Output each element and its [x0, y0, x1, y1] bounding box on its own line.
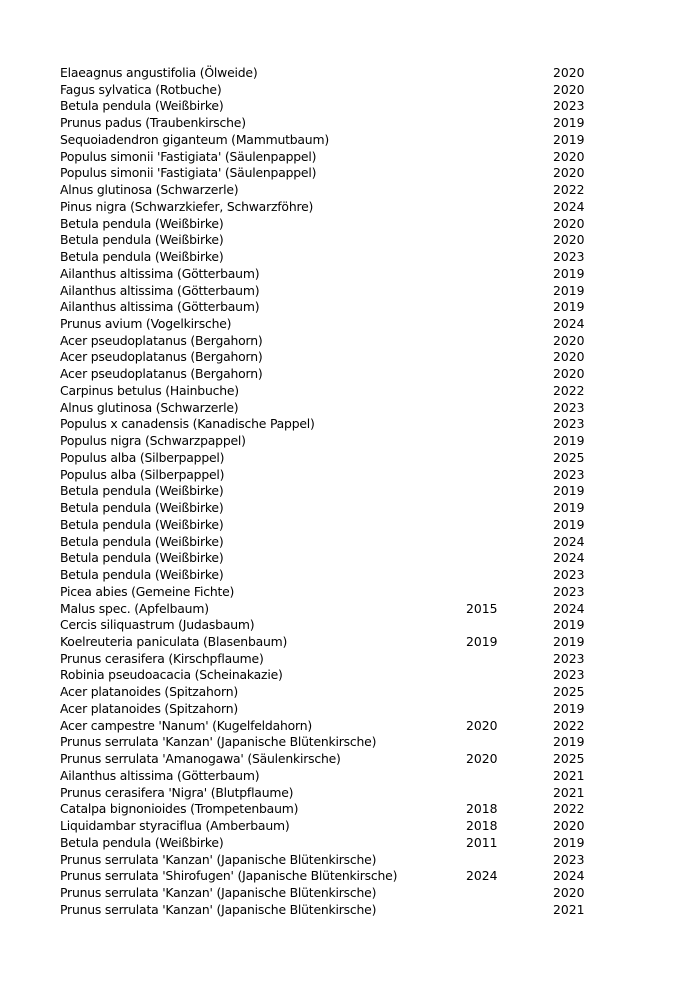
table-row	[60, 584, 590, 601]
tree-species-name: Populus simonii 'Fastigiata' (Säulenpappel)	[60, 148, 317, 164]
tree-species-name: Fagus sylvatica (Rotbuche)	[60, 81, 222, 97]
record-year: 2020	[553, 349, 585, 365]
tree-species-name: Betula pendula (Weißbirke)	[60, 500, 224, 516]
tree-species-name: Alnus glutinosa (Schwarzerle)	[60, 182, 239, 198]
table-row	[60, 467, 590, 484]
table-row	[60, 216, 590, 233]
planting-year: 2018	[466, 801, 498, 817]
record-year: 2019	[553, 265, 585, 281]
table-row	[60, 751, 590, 768]
record-year: 2019	[553, 633, 585, 649]
record-year: 2019	[553, 115, 585, 131]
record-year: 2020	[553, 215, 585, 231]
table-row	[60, 333, 590, 350]
table-row	[60, 316, 590, 333]
tree-species-name: Carpinus betulus (Hainbuche)	[60, 382, 239, 398]
table-row	[60, 517, 590, 534]
planting-year: 2018	[466, 818, 498, 834]
tree-species-name: Acer pseudoplatanus (Bergahorn)	[60, 332, 263, 348]
table-row	[60, 868, 590, 885]
tree-species-name: Catalpa bignonioides (Trompetenbaum)	[60, 801, 299, 817]
table-row	[60, 785, 590, 802]
record-year: 2025	[553, 684, 585, 700]
record-year: 2023	[553, 249, 585, 265]
table-row	[60, 567, 590, 584]
record-year: 2022	[553, 717, 585, 733]
table-row	[60, 534, 590, 551]
table-row	[60, 299, 590, 316]
tree-species-name: Prunus avium (Vogelkirsche)	[60, 316, 232, 332]
tree-species-name: Prunus serrulata 'Kanzan' (Japanische Blütenkirsche)	[60, 884, 377, 900]
table-row	[60, 885, 590, 902]
tree-list	[60, 65, 590, 918]
tree-species-name: Prunus padus (Traubenkirsche)	[60, 115, 246, 131]
record-year: 2020	[553, 148, 585, 164]
table-row	[60, 667, 590, 684]
tree-species-name: Koelreuteria paniculata (Blasenbaum)	[60, 633, 288, 649]
tree-species-name: Prunus serrulata 'Amanogawa' (Säulenkirsche)	[60, 751, 341, 767]
table-row	[60, 400, 590, 417]
tree-species-name: Acer platanoides (Spitzahorn)	[60, 700, 238, 716]
table-row	[60, 98, 590, 115]
record-year: 2023	[553, 667, 585, 683]
record-year: 2022	[553, 182, 585, 198]
record-year: 2019	[553, 500, 585, 516]
record-year: 2019	[553, 516, 585, 532]
table-row	[60, 383, 590, 400]
tree-species-name: Betula pendula (Weißbirke)	[60, 567, 224, 583]
record-year: 2025	[553, 449, 585, 465]
table-row	[60, 182, 590, 199]
tree-species-name: Prunus serrulata 'Shirofugen' (Japanische Blütenkirsche)	[60, 868, 398, 884]
tree-species-name: Ailanthus altissima (Götterbaum)	[60, 299, 260, 315]
tree-species-name: Malus spec. (Apfelbaum)	[60, 600, 209, 616]
tree-species-name: Acer pseudoplatanus (Bergahorn)	[60, 349, 263, 365]
record-year: 2020	[553, 332, 585, 348]
table-row	[60, 634, 590, 651]
tree-species-name: Populus simonii 'Fastigiata' (Säulenpappel)	[60, 165, 317, 181]
tree-species-name: Picea abies (Gemeine Fichte)	[60, 583, 235, 599]
table-row	[60, 433, 590, 450]
table-row	[60, 617, 590, 634]
tree-species-name: Betula pendula (Weißbirke)	[60, 232, 224, 248]
table-row	[60, 550, 590, 567]
table-row	[60, 199, 590, 216]
record-year: 2019	[553, 282, 585, 298]
tree-species-name: Betula pendula (Weißbirke)	[60, 215, 224, 231]
table-row	[60, 818, 590, 835]
record-year: 2019	[553, 734, 585, 750]
record-year: 2024	[553, 868, 585, 884]
table-row	[60, 835, 590, 852]
tree-species-name: Betula pendula (Weißbirke)	[60, 98, 224, 114]
table-row	[60, 349, 590, 366]
tree-species-name: Betula pendula (Weißbirke)	[60, 483, 224, 499]
table-row	[60, 82, 590, 99]
tree-species-name: Prunus serrulata 'Kanzan' (Japanische Blütenkirsche)	[60, 851, 377, 867]
planting-year: 2019	[466, 633, 498, 649]
table-row	[60, 249, 590, 266]
table-row	[60, 416, 590, 433]
table-row	[60, 149, 590, 166]
tree-species-name: Pinus nigra (Schwarzkiefer, Schwarzföhre)	[60, 198, 314, 214]
record-year: 2020	[553, 65, 585, 80]
table-row	[60, 601, 590, 618]
record-year: 2024	[553, 550, 585, 566]
tree-species-name: Populus alba (Silberpappel)	[60, 466, 225, 482]
planting-year: 2020	[466, 751, 498, 767]
record-year: 2021	[553, 901, 585, 917]
record-year: 2019	[553, 617, 585, 633]
table-row	[60, 283, 590, 300]
tree-species-name: Liquidambar styraciflua (Amberbaum)	[60, 818, 290, 834]
record-year: 2023	[553, 416, 585, 432]
table-row	[60, 450, 590, 467]
record-year: 2020	[553, 81, 585, 97]
table-row	[60, 115, 590, 132]
tree-species-name: Sequoiadendron giganteum (Mammutbaum)	[60, 131, 329, 147]
table-row	[60, 232, 590, 249]
record-year: 2020	[553, 884, 585, 900]
tree-species-name: Ailanthus altissima (Götterbaum)	[60, 767, 260, 783]
tree-species-name: Robinia pseudoacacia (Scheinakazie)	[60, 667, 283, 683]
table-row	[60, 483, 590, 500]
tree-species-name: Prunus cerasifera (Kirschpflaume)	[60, 650, 264, 666]
record-year: 2022	[553, 801, 585, 817]
tree-species-name: Betula pendula (Weißbirke)	[60, 834, 224, 850]
tree-species-name: Prunus cerasifera 'Nigra' (Blutpflaume)	[60, 784, 294, 800]
table-row	[60, 902, 590, 919]
record-year: 2021	[553, 767, 585, 783]
table-row	[60, 718, 590, 735]
planting-year: 2024	[466, 868, 498, 884]
table-row	[60, 801, 590, 818]
record-year: 2023	[553, 98, 585, 114]
record-year: 2023	[553, 583, 585, 599]
record-year: 2019	[553, 834, 585, 850]
record-year: 2019	[553, 433, 585, 449]
record-year: 2020	[553, 366, 585, 382]
table-row	[60, 684, 590, 701]
table-row	[60, 132, 590, 149]
record-year: 2019	[553, 299, 585, 315]
tree-species-name: Ailanthus altissima (Götterbaum)	[60, 265, 260, 281]
planting-year: 2011	[466, 834, 498, 850]
table-row	[60, 366, 590, 383]
planting-year: 2020	[466, 717, 498, 733]
record-year: 2024	[553, 198, 585, 214]
record-year: 2020	[553, 232, 585, 248]
table-row	[60, 651, 590, 668]
record-year: 2024	[553, 600, 585, 616]
tree-species-name: Acer pseudoplatanus (Bergahorn)	[60, 366, 263, 382]
record-year: 2020	[553, 818, 585, 834]
record-year: 2021	[553, 784, 585, 800]
record-year: 2019	[553, 131, 585, 147]
record-year: 2023	[553, 399, 585, 415]
tree-species-name: Populus x canadensis (Kanadische Pappel)	[60, 416, 315, 432]
tree-species-name: Ailanthus altissima (Götterbaum)	[60, 282, 260, 298]
record-year: 2019	[553, 483, 585, 499]
record-year: 2023	[553, 650, 585, 666]
tree-species-name: Elaeagnus angustifolia (Ölweide)	[60, 65, 258, 80]
record-year: 2024	[553, 533, 585, 549]
table-row	[60, 500, 590, 517]
tree-species-name: Populus alba (Silberpappel)	[60, 449, 225, 465]
tree-species-name: Prunus serrulata 'Kanzan' (Japanische Blütenkirsche)	[60, 901, 377, 917]
table-row	[60, 65, 590, 82]
record-year: 2019	[553, 700, 585, 716]
table-row	[60, 768, 590, 785]
record-year: 2023	[553, 567, 585, 583]
record-year: 2023	[553, 466, 585, 482]
tree-species-name: Betula pendula (Weißbirke)	[60, 533, 224, 549]
tree-species-name: Alnus glutinosa (Schwarzerle)	[60, 399, 239, 415]
table-row	[60, 266, 590, 283]
tree-species-name: Prunus serrulata 'Kanzan' (Japanische Blütenkirsche)	[60, 734, 377, 750]
tree-species-name: Acer campestre 'Nanum' (Kugelfeldahorn)	[60, 717, 312, 733]
record-year: 2022	[553, 382, 585, 398]
tree-species-name: Acer platanoides (Spitzahorn)	[60, 684, 238, 700]
record-year: 2023	[553, 851, 585, 867]
record-year: 2020	[553, 165, 585, 181]
tree-species-name: Populus nigra (Schwarzpappel)	[60, 433, 246, 449]
table-row	[60, 701, 590, 718]
table-row	[60, 165, 590, 182]
table-row	[60, 734, 590, 751]
record-year: 2024	[553, 316, 585, 332]
planting-year: 2015	[466, 600, 498, 616]
tree-species-name: Betula pendula (Weißbirke)	[60, 516, 224, 532]
tree-species-name: Cercis siliquastrum (Judasbaum)	[60, 617, 255, 633]
table-row	[60, 852, 590, 869]
record-year: 2025	[553, 751, 585, 767]
tree-species-name: Betula pendula (Weißbirke)	[60, 550, 224, 566]
tree-species-name: Betula pendula (Weißbirke)	[60, 249, 224, 265]
